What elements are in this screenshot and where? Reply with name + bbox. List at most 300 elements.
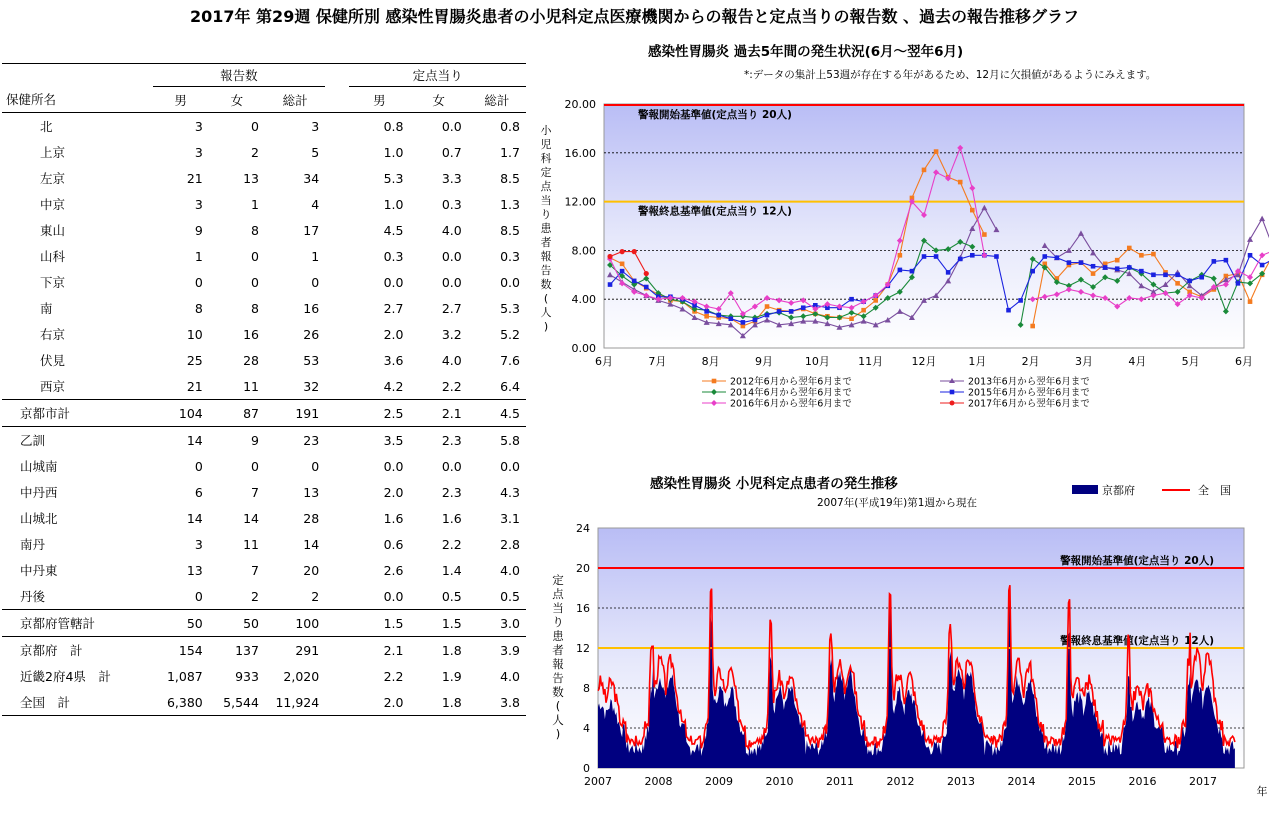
row-value: 2.2 — [383, 668, 404, 684]
chart1-point — [1127, 246, 1132, 251]
chart1-point — [982, 232, 987, 237]
row-value: 0 — [311, 458, 320, 474]
row-value: 1.4 — [441, 562, 462, 578]
chart2-ytick: 4 — [583, 722, 590, 735]
row-value: 1.6 — [383, 510, 404, 526]
row-value: 2.6 — [383, 562, 404, 578]
row-value: 5.8 — [468, 427, 526, 454]
chart1-point — [1067, 260, 1072, 265]
chart1-ylabel-char: 当 — [540, 194, 552, 207]
chart1-xtick: 11月 — [858, 355, 884, 368]
chart1-point — [704, 309, 709, 314]
row-value: 0.5 — [441, 588, 462, 604]
row-value: 0.0 — [500, 274, 520, 290]
chart1-title: 感染性胃腸炎 過去5年間の発生状況(6月～翌年6月) — [648, 44, 964, 60]
row-value: 0.8 — [500, 118, 520, 134]
row-value: 4.3 — [500, 484, 520, 500]
chart2-xtick: 2011 — [826, 775, 854, 788]
chart1-point — [1187, 279, 1192, 284]
chart1-legend-marker — [712, 379, 717, 384]
row-value: 9 — [209, 427, 265, 454]
row-value: 191 — [265, 400, 325, 427]
row-value: 0 — [251, 248, 259, 264]
chart1-point — [620, 269, 625, 274]
chart2-xtick: 2013 — [947, 775, 975, 788]
table-row — [2, 637, 526, 664]
chart1-point — [704, 314, 709, 319]
row-value: 4 — [311, 196, 320, 212]
row-value: 2.1 — [349, 637, 409, 664]
chart1-ylabel-char: 人 — [540, 306, 552, 319]
chart1-point — [958, 180, 963, 185]
row-value: 3.8 — [468, 689, 526, 716]
table-row — [2, 321, 526, 347]
chart1-ylabel-char: ) — [543, 320, 549, 333]
chart1-ylabel-char: 定 — [540, 166, 552, 179]
row-value: 2.2 — [441, 536, 462, 552]
row-value: 1,087 — [166, 668, 203, 684]
chart1-xtick: 12月 — [911, 355, 937, 368]
chart1-xtick: 8月 — [701, 355, 720, 368]
row-value: 2 — [251, 144, 259, 160]
row-value: 1.0 — [383, 196, 404, 212]
chart1-point — [644, 271, 649, 276]
row-value: 0.6 — [383, 536, 404, 552]
row-value: 2.3 — [409, 427, 467, 454]
row-value: 26 — [303, 326, 320, 342]
table-row — [2, 269, 526, 295]
page-title: 2017年 第29週 保健所別 感染性胃腸炎患者の小児科定点医療機関からの報告と定点当りの報告数 、過去の報告推移グラフ — [189, 7, 1080, 26]
table-row — [2, 479, 526, 505]
chart2-xtick: 2009 — [705, 775, 733, 788]
chart1-ylabel-char: り — [540, 208, 552, 221]
chart1-point — [898, 253, 903, 258]
chart2-xtick: 2008 — [644, 775, 673, 788]
row-value: 2 — [311, 588, 320, 604]
chart2-subtitle: 2007年(平成19年)第1週から現在 — [817, 497, 977, 509]
chart1-point — [873, 298, 878, 303]
row-value: 3.5 — [349, 427, 409, 454]
chart2-ytick: 0 — [583, 762, 590, 775]
chart1-point — [849, 316, 854, 321]
row-name: 上京 — [40, 145, 66, 160]
row-value: 13 — [186, 562, 203, 578]
row-value: 8.5 — [500, 170, 520, 186]
chart1-ytick: 0.00 — [571, 342, 596, 355]
row-value: 50 — [153, 610, 209, 637]
row-value: 2.8 — [500, 536, 520, 552]
chart1-point — [861, 308, 866, 313]
row-value: 11 — [243, 378, 259, 394]
chart1-point — [922, 254, 927, 259]
row-value: 6.4 — [500, 378, 520, 394]
chart1-point — [970, 208, 975, 213]
header-sub-1: 女 — [209, 87, 265, 113]
table-row — [2, 427, 526, 454]
row-value: 16 — [303, 300, 320, 316]
row-value: 28 — [243, 352, 259, 368]
chart2-ylabel-char: 数 — [552, 685, 564, 699]
chart1-point — [994, 254, 999, 259]
chart2-legend-label: 全 国 — [1198, 484, 1231, 497]
chart1-xtick: 4月 — [1128, 355, 1147, 368]
table-row — [2, 373, 526, 400]
row-name: 山城北 — [20, 511, 58, 526]
chart1-ylabel-char: 告 — [540, 264, 552, 277]
row-value: 4.0 — [441, 352, 462, 368]
chart1-xtick: 6月 — [595, 355, 613, 368]
row-value: 3.1 — [500, 510, 520, 526]
row-value: 0 — [194, 458, 203, 474]
chart1-point — [1055, 255, 1060, 260]
chart1-ylabel-char: 科 — [540, 152, 552, 165]
chart2-ylabel-char: 告 — [552, 671, 564, 685]
header-sub-3: 男 — [349, 87, 409, 113]
chart2-legend-swatch — [1072, 485, 1098, 494]
chart1-point — [801, 305, 806, 310]
chart1-xtick: 1月 — [968, 355, 987, 368]
chart1-point — [1115, 258, 1120, 263]
chart1-ytick: 16.00 — [564, 146, 596, 160]
chart1-point — [1030, 324, 1035, 329]
header-sub-2: 総計 — [265, 87, 325, 113]
chart2-title: 感染性胃腸炎 小児科定点患者の発生推移 — [650, 476, 898, 492]
chart1-point — [1151, 273, 1156, 278]
chart1-point — [1248, 299, 1253, 304]
row-value: 21 — [186, 170, 203, 186]
row-value: 3.6 — [383, 352, 404, 368]
row-value: 1.5 — [349, 610, 409, 637]
chart1-point — [1139, 269, 1144, 274]
row-name: 京都府管轄計 — [2, 610, 153, 637]
chart1-point — [644, 285, 649, 290]
row-value: 28 — [303, 510, 320, 526]
row-value: 100 — [265, 610, 325, 637]
table-row — [2, 689, 526, 716]
chart2-legend-label: 京都府 — [1102, 484, 1135, 497]
chart1-point — [1224, 258, 1229, 263]
chart1-point — [620, 262, 625, 267]
header-sub-4: 女 — [409, 87, 467, 113]
table-row — [2, 583, 526, 610]
row-value: 4.5 — [468, 400, 526, 427]
chart1-point — [1018, 298, 1023, 303]
row-value: 0.3 — [383, 248, 404, 264]
row-value: 4.0 — [500, 562, 520, 578]
row-value: 3 — [311, 118, 320, 134]
table-row — [2, 557, 526, 583]
row-value: 4.0 — [500, 668, 520, 684]
row-value: 32 — [303, 378, 320, 394]
row-name: 下京 — [40, 275, 66, 290]
chart2-xtick: 2010 — [765, 775, 794, 788]
row-value: 2.2 — [441, 378, 462, 394]
chart1-legend-marker — [711, 400, 717, 406]
chart1-plot-area — [604, 104, 1244, 348]
chart1-point — [1259, 216, 1265, 222]
row-value: 5 — [311, 144, 320, 160]
chart1-ylabel-char: ( — [543, 292, 549, 305]
chart1-point — [1115, 266, 1120, 271]
chart1-point — [922, 168, 927, 173]
row-value: 0.0 — [383, 274, 404, 290]
row-value: 34 — [303, 170, 320, 186]
chart2-ylabel-char: ) — [555, 727, 561, 741]
chart1-point — [1260, 263, 1265, 268]
row-value: 0.0 — [441, 248, 462, 264]
chart1-xtick: 6月 — [1235, 355, 1253, 368]
row-value: 13 — [243, 170, 259, 186]
chart1-point — [1247, 236, 1253, 242]
chart2-threshold-label: 警報終息基準値(定点当り 12人) — [1060, 635, 1214, 647]
row-name: 西京 — [40, 379, 66, 394]
chart1-legend-label: 2015年6月から翌年6月まで — [968, 387, 1090, 399]
chart1-ylabel-char: 患 — [540, 222, 552, 235]
row-value: 3 — [194, 144, 203, 160]
chart1-point — [765, 313, 770, 318]
row-value: 2.3 — [441, 484, 462, 500]
table-row — [2, 347, 526, 373]
row-value: 1.9 — [441, 668, 462, 684]
table-row — [2, 139, 526, 165]
chart1-point — [1248, 253, 1253, 258]
row-value: 2.7 — [383, 300, 404, 316]
chart2-ylabel-char: 点 — [552, 587, 564, 601]
row-value: 0.3 — [500, 248, 520, 264]
table-row — [2, 663, 526, 689]
chart1-point — [620, 249, 625, 254]
row-value: 87 — [209, 400, 265, 427]
chart1-point — [607, 254, 612, 259]
row-value: 0 — [194, 588, 203, 604]
row-value: 16 — [243, 326, 259, 342]
row-value: 25 — [186, 352, 203, 368]
row-value: 8 — [251, 222, 259, 238]
chart1-ytick: 20.00 — [564, 98, 596, 111]
table-header-group — [2, 64, 526, 87]
row-name: 左京 — [40, 171, 66, 186]
header-per-sentinel: 定点当り — [349, 64, 526, 87]
chart1-point — [789, 309, 794, 314]
chart2-threshold-label: 警報開始基準値(定点当り 20人) — [1060, 555, 1214, 567]
row-value: 8 — [194, 300, 203, 316]
chart1-point — [777, 309, 782, 314]
chart1-point — [910, 269, 915, 274]
row-value: 0.0 — [500, 458, 520, 474]
header-sub-5: 総計 — [468, 87, 526, 113]
chart1-point — [1091, 271, 1096, 276]
row-value: 0 — [251, 458, 259, 474]
row-name: 全国 計 — [2, 689, 153, 716]
row-value: 3.0 — [468, 610, 526, 637]
chart1-legend-label: 2016年6月から翌年6月まで — [730, 398, 852, 410]
table-row — [2, 531, 526, 557]
chart1-point — [716, 313, 721, 318]
row-value: 0.0 — [383, 588, 404, 604]
row-value: 8 — [251, 300, 259, 316]
chart1-point — [608, 282, 613, 287]
chart2-ytick: 8 — [583, 682, 590, 695]
chart1-xtick: 7月 — [648, 355, 667, 368]
row-name: 南 — [40, 301, 53, 316]
row-value: 933 — [235, 668, 259, 684]
row-value: 4.2 — [383, 378, 404, 394]
chart1-ylabel-char: 者 — [540, 236, 552, 249]
row-value: 8.5 — [500, 222, 520, 238]
row-value: 7 — [251, 484, 259, 500]
chart1-point — [958, 257, 963, 262]
table-row — [2, 505, 526, 531]
chart1-ytick: 4.00 — [571, 293, 596, 307]
row-value: 5,544 — [209, 689, 265, 716]
chart1-point — [1139, 253, 1144, 258]
row-name: 山城南 — [20, 459, 58, 474]
chart1-legend-label: 2014年6月から翌年6月まで — [730, 387, 852, 399]
row-name: 京都市計 — [2, 400, 153, 427]
chart1-ytick: 12.00 — [564, 195, 596, 209]
row-value: 0.3 — [441, 196, 462, 212]
chart1-point — [898, 268, 903, 273]
row-name: 乙訓 — [2, 427, 153, 454]
row-value: 3.2 — [441, 326, 462, 342]
row-name: 京都府 計 — [2, 637, 153, 664]
row-value: 3.3 — [441, 170, 462, 186]
row-value: 14 — [303, 536, 320, 552]
row-name: 南丹 — [20, 537, 46, 552]
chart1-ylabel-char: 小 — [540, 124, 552, 137]
table-row — [2, 453, 526, 479]
chart1-point — [1006, 308, 1011, 313]
chart1-legend-label: 2012年6月から翌年6月まで — [730, 376, 852, 388]
header-report-count: 報告数 — [153, 64, 326, 87]
chart1-point — [728, 316, 733, 321]
chart1-point — [1091, 264, 1096, 269]
chart1-ylabel-char: 点 — [540, 180, 552, 193]
row-name: 北 — [40, 119, 53, 134]
chart1-point — [632, 249, 637, 254]
chart2-trend — [536, 480, 1268, 798]
row-value: 3 — [194, 536, 203, 552]
chart1-point — [632, 279, 637, 284]
row-value: 7 — [251, 562, 259, 578]
table-row — [2, 191, 526, 217]
chart1-point — [1175, 281, 1180, 286]
row-value: 4.0 — [441, 222, 462, 238]
chart2-xlabel: 年 — [1256, 785, 1268, 798]
table-row — [2, 165, 526, 191]
row-value: 1.7 — [500, 144, 520, 160]
chart1-ytick: 8.00 — [571, 244, 596, 258]
row-value: 1 — [251, 196, 259, 212]
chart1-ylabel-char: 数 — [540, 278, 552, 291]
chart2-ytick: 12 — [576, 642, 590, 655]
chart1-point — [1212, 259, 1217, 264]
header-sub-0: 男 — [153, 87, 209, 113]
chart2-ytick: 24 — [576, 522, 590, 535]
row-value: 1.5 — [409, 610, 467, 637]
chart1-point — [1042, 254, 1047, 259]
row-name: 中丹西 — [20, 485, 58, 500]
row-value: 2.0 — [383, 326, 404, 342]
table-header-sub — [2, 87, 526, 113]
row-value: 291 — [265, 637, 325, 664]
chart1-xtick: 9月 — [755, 355, 773, 368]
row-value: 2 — [251, 588, 259, 604]
row-value: 53 — [303, 352, 320, 368]
chart1-point — [934, 149, 939, 154]
row-value: 1.6 — [441, 510, 462, 526]
chart2-xtick: 2017 — [1189, 775, 1217, 788]
chart1-legend-label: 2013年6月から翌年6月まで — [968, 376, 1090, 388]
row-value: 0 — [251, 118, 259, 134]
row-value: 10 — [186, 326, 203, 342]
chart1-xtick: 2月 — [1021, 355, 1040, 368]
row-value: 2.5 — [349, 400, 409, 427]
row-value: 1.3 — [500, 196, 520, 212]
row-value: 104 — [153, 400, 209, 427]
chart1-five-year — [536, 84, 1256, 419]
chart1-legend-marker — [950, 401, 955, 406]
row-value: 0.0 — [441, 274, 462, 290]
row-name: 近畿2府4県 計 — [20, 669, 111, 684]
chart1-xtick: 10月 — [804, 355, 830, 368]
chart1-point — [1151, 252, 1156, 257]
row-value: 14 — [186, 510, 203, 526]
row-value: 3.9 — [468, 637, 526, 664]
row-value: 23 — [265, 427, 325, 454]
row-value: 5.3 — [500, 300, 520, 316]
row-value: 4.5 — [383, 222, 404, 238]
chart1-point — [1199, 275, 1204, 280]
chart2-ytick: 20 — [576, 562, 590, 575]
chart1-point — [1163, 273, 1168, 278]
table-row — [2, 217, 526, 243]
row-value: 2.0 — [349, 689, 409, 716]
chart1-legend-marker — [950, 390, 955, 395]
table-row — [2, 113, 526, 140]
row-value: 0.5 — [500, 588, 520, 604]
chart1-point — [1030, 269, 1035, 274]
row-value: 6,380 — [153, 689, 209, 716]
row-value: 1 — [194, 248, 203, 264]
chart2-xtick: 2016 — [1128, 775, 1157, 788]
row-value: 14 — [243, 510, 259, 526]
chart1-point — [946, 270, 951, 275]
row-value: 2.1 — [409, 400, 467, 427]
chart1-point — [753, 318, 758, 323]
chart2-ytick: 16 — [576, 602, 590, 615]
row-value: 2.0 — [383, 484, 404, 500]
chart1-legend-label: 2017年6月から翌年6月まで — [968, 398, 1090, 410]
chart1-point — [1079, 260, 1084, 265]
row-value: 0.7 — [441, 144, 462, 160]
chart1-legend-marker — [711, 389, 717, 395]
row-value: 3 — [194, 196, 203, 212]
chart2-xtick: 2012 — [886, 775, 915, 788]
row-value: 50 — [209, 610, 265, 637]
row-value: 0.0 — [441, 118, 462, 134]
row-value: 21 — [186, 378, 203, 394]
row-value: 3 — [194, 118, 203, 134]
row-value: 9 — [194, 222, 203, 238]
chart1-point — [849, 297, 854, 302]
table-row — [2, 295, 526, 321]
chart2-ylabel-char: 人 — [552, 713, 564, 727]
chart2-xtick: 2014 — [1007, 775, 1036, 788]
chart2-ylabel-char: 者 — [552, 643, 564, 657]
chart1-point — [1175, 273, 1180, 278]
chart2-ylabel-char: 患 — [552, 629, 564, 643]
